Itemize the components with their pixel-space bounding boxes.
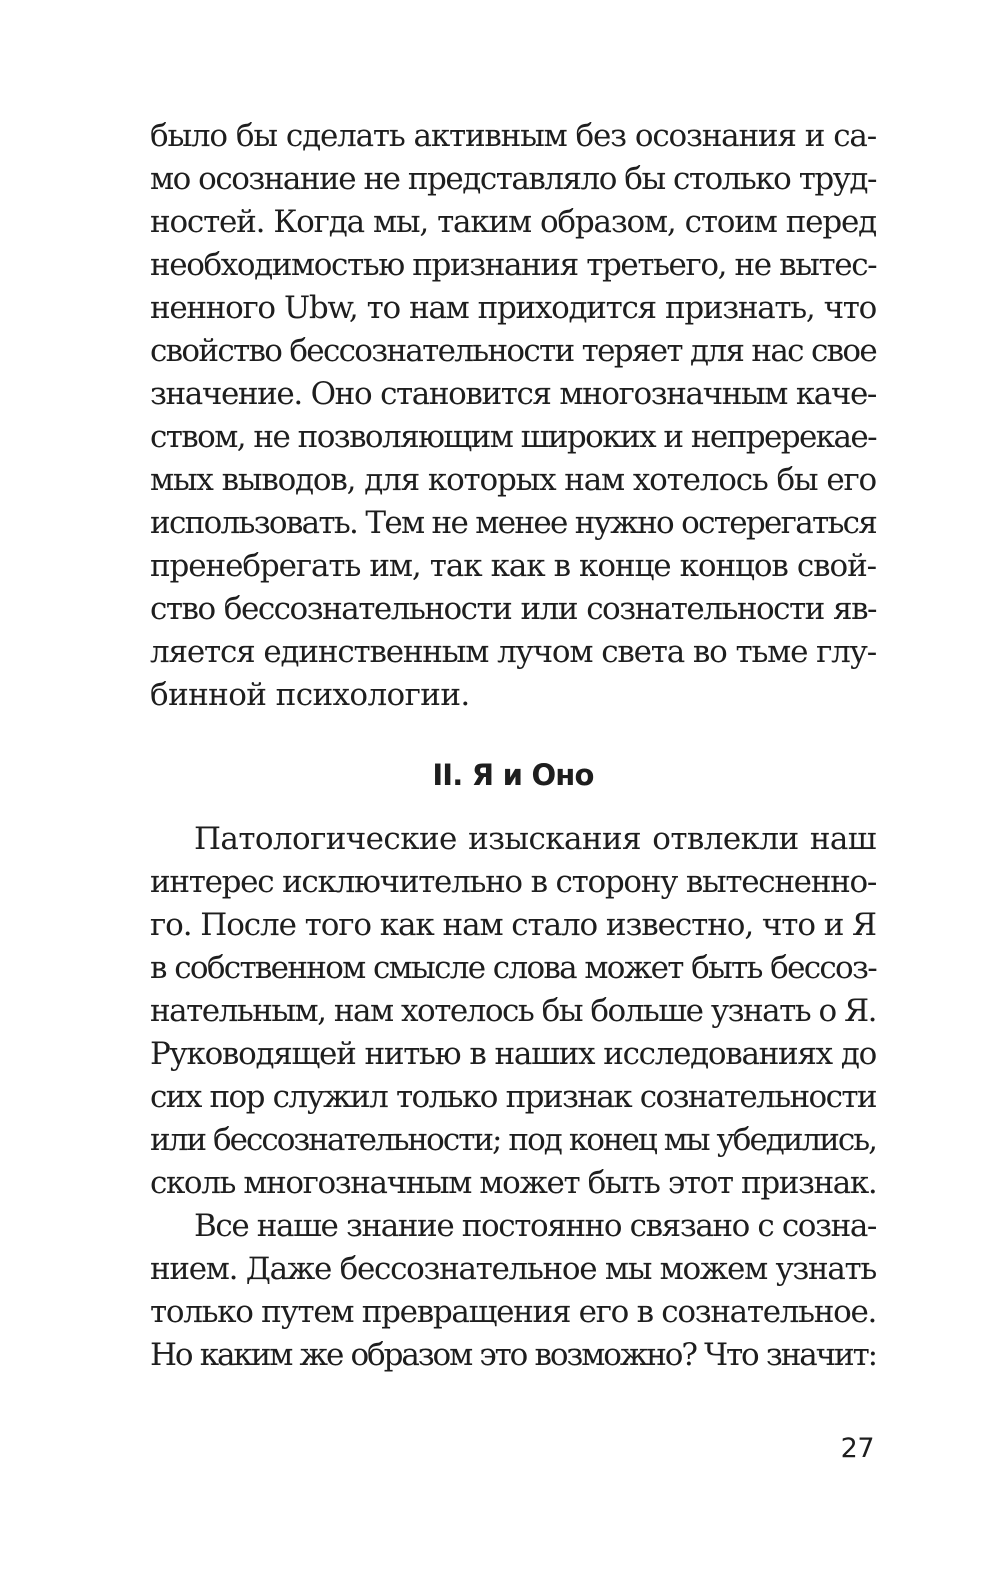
text-line: или бессознательности; под конец мы убедились,	[150, 1122, 876, 1158]
text-line: свойство бессознательности теряет для нас свое	[150, 333, 876, 369]
text-line: было бы сделать активным без осознания и са-	[150, 118, 876, 154]
text-line: го. После того как нам стало известно, что и Я	[150, 907, 876, 943]
text-line: пренебрегать им, так как в конце концов свой-	[150, 548, 876, 584]
text-line: мых выводов, для которых нам хотелось бы его	[150, 462, 876, 498]
paragraph	[150, 1205, 876, 1377]
text-line: в собственном смысле слова может быть бессоз-	[150, 950, 876, 986]
text-line: Патологические изыскания отвлекли наш	[194, 821, 876, 857]
text-line: ляется единственным лучом света во тьме глу-	[150, 634, 876, 670]
text-line: ством, не позволяющим широких и непререкае-	[150, 419, 876, 455]
section-body	[150, 818, 876, 1377]
text-line: необходимостью признания третьего, не вытес-	[150, 247, 877, 283]
text-line: интерес исключительно в сторону вытесненно-	[150, 864, 876, 900]
text-line: сих пор служил только признак сознательности	[150, 1079, 876, 1115]
text-line: Все наше знание постоянно связано с созна-	[194, 1208, 876, 1244]
text-line: бинной психологии.	[150, 677, 470, 713]
paragraph-continued	[150, 115, 876, 717]
text-line: мо осознание не представляло бы столько труд-	[150, 161, 876, 197]
text-line: ненного Ubw, то нам приходится признать, что	[150, 290, 876, 326]
text-line: сколь многозначным может быть этот признак.	[150, 1165, 877, 1201]
text-line: нательным, нам хотелось бы больше узнать о Я.	[150, 993, 876, 1029]
page-number: 27	[840, 1433, 874, 1464]
paragraph	[150, 818, 876, 1205]
text-line: нием. Даже бессознательное мы можем узнать	[150, 1251, 876, 1287]
section-heading: II. Я и Оно	[432, 758, 594, 792]
text-line: только путем превращения его в сознательное.	[150, 1294, 877, 1330]
text-line: ностей. Когда мы, таким образом, стоим перед	[150, 204, 876, 240]
text-line: Руководящей нитью в наших исследованиях до	[150, 1036, 876, 1072]
text-line: Но каким же образом это возможно? Что значит:	[150, 1337, 876, 1373]
text-line: использовать. Тем не менее нужно остерегаться	[150, 505, 877, 541]
text-line: ство бессознательности или сознательности яв-	[150, 591, 876, 627]
text-line: значение. Оно становится многозначным каче-	[150, 376, 876, 412]
